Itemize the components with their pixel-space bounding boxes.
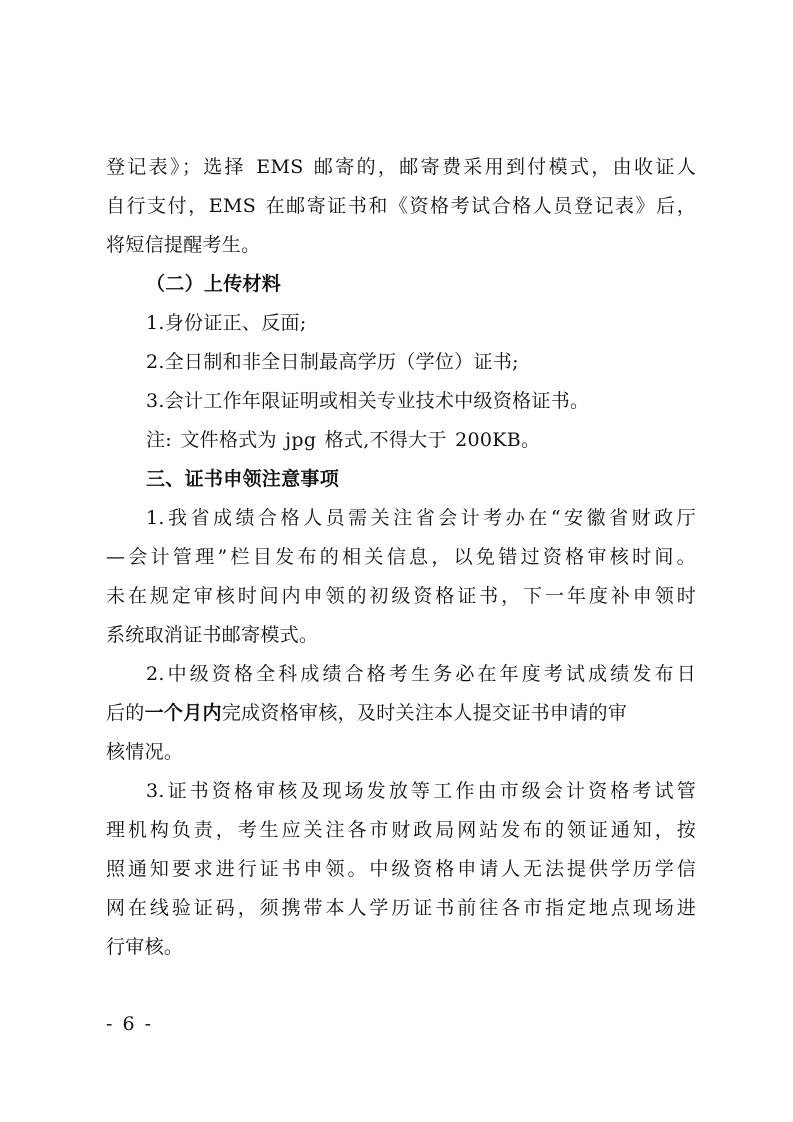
paragraph-line: 自行支付，EMS 在邮寄证书和《资格考试合格人员登记表》后， <box>106 195 696 217</box>
paragraph-line: 照通知要求进行证书申领。中级资格申请人无法提供学历学信 <box>106 858 696 880</box>
list-item: 3.会计工作年限证明或相关专业技术中级资格证书。 <box>146 390 590 412</box>
paragraph-line: 系统取消证书邮寄模式。 <box>106 624 319 646</box>
paragraph-line: 理机构负责，考生应关注各市财政局网站发布的领证通知，按 <box>106 819 696 841</box>
paragraph-line: 网在线验证码，须携带本人学历证书前往各市指定地点现场进 <box>106 897 696 919</box>
section-heading-upload-materials: （二）上传材料 <box>146 273 282 295</box>
document-body <box>106 148 696 967</box>
paragraph-line: 2.中级资格全科成绩合格考生务必在年度考试成绩发布日 <box>146 663 696 685</box>
section-heading-certificate-notes: 三、证书申领注意事项 <box>146 468 340 490</box>
paragraph-line: 将短信提醒考生。 <box>106 234 261 256</box>
paragraph-line: 未在规定审核时间内申领的初级资格证书，下一年度补申领时 <box>106 585 696 607</box>
text-span: 后的 <box>106 702 145 724</box>
paragraph-line: 核情况。 <box>106 741 184 763</box>
list-item: 1.身份证正、反面; <box>146 312 307 334</box>
note-line: 注: 文件格式为 jpg 格式,不得大于 200KB。 <box>146 429 541 451</box>
paragraph-line: 行审核。 <box>106 936 184 958</box>
paragraph-line: —会计管理”栏目发布的相关信息，以免错过资格审核时间。 <box>106 546 696 568</box>
paragraph-line <box>106 694 696 733</box>
text-span: 完成资格审核，及时关注本人提交证书申请的审 <box>221 702 628 724</box>
emphasis-text: 一个月内 <box>144 702 222 724</box>
page-number: - 6 - <box>106 1013 154 1035</box>
list-item: 2.全日制和非全日制最高学历（学位）证书; <box>146 351 519 373</box>
paragraph-line: 登记表》；选择 EMS 邮寄的，邮寄费采用到付模式，由收证人 <box>106 156 696 178</box>
paragraph-line: 3.证书资格审核及现场发放等工作由市级会计资格考试管 <box>146 780 696 802</box>
paragraph-line: 1.我省成绩合格人员需关注省会计考办在“安徽省财政厅 <box>146 507 696 529</box>
